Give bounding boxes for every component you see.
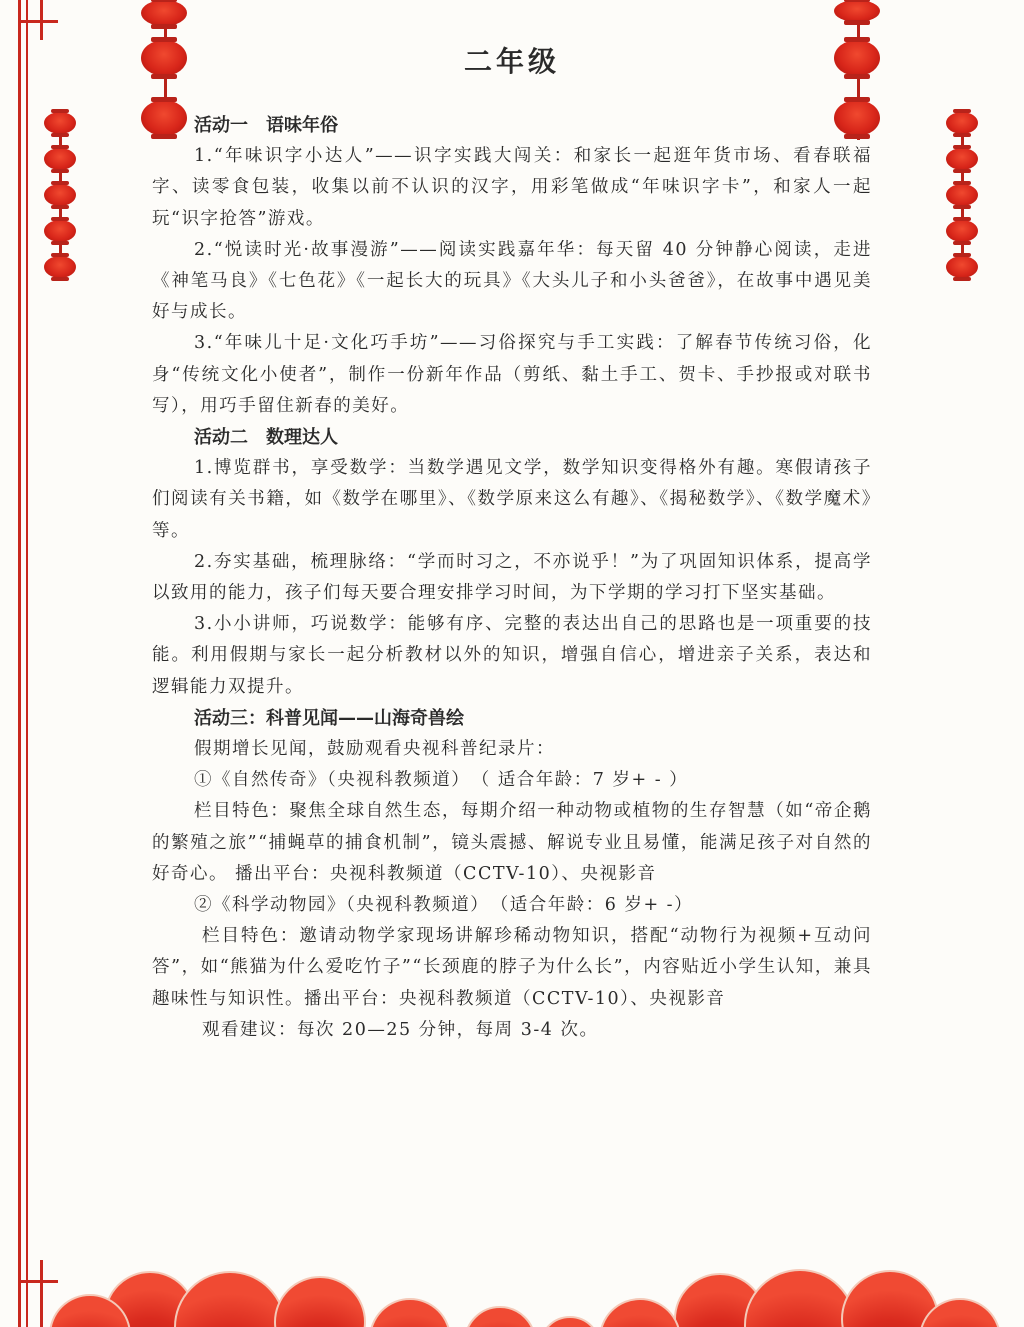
document-body: [152, 40, 872, 1046]
activity1-item-2: 2.“悦读时光·故事漫游”——阅读实践嘉年华：每天留 40 分钟静心阅读，走进《神笔马良》《七色花》《一起长大的玩具》《大头儿子和小头爸爸》，在故事中遇见美好与成长。: [152, 239, 872, 323]
program1-description: 栏目特色：聚焦全球自然生态，每期介绍一种动物或植物的生存智慧（如“帝企鹅的繁殖之旅”“捕蝇草的捕食机制”，镜头震撼、解说专业且易懂，能满足孩子对自然的好奇心。 播出平台：央视科教频道（CCTV-10）、央视影音: [152, 801, 872, 884]
program2-description: 栏目特色：邀请动物学家现场讲解珍稀动物知识，搭配“动物行为视频+互动问答”，如“熊猫为什么爱吃竹子”“长颈鹿的脖子为什么长”，内容贴近小学生认知，兼具趣味性与知识性。播出平台：央视科教频道（CCTV-10）、央视影音: [152, 926, 872, 1009]
page-title: 二年级: [463, 45, 560, 78]
activity1-heading: 活动一 语味年俗: [194, 115, 338, 136]
activity2-item-3: 3.小小讲师，巧说数学：能够有序、完整的表达出自己的思路也是一项重要的技能。利用假期与家长一起分析教材以外的知识，增强自信心，增进亲子关系，表达和逻辑能力双提升。: [152, 614, 872, 697]
activity2-item-1: 1.博览群书，享受数学：当数学遇见文学，数学知识变得格外有趣。寒假请孩子们阅读有关书籍，如《数学在哪里》、《数学原来这么有趣》、《揭秘数学》、《数学魔术》等。: [152, 458, 872, 541]
activity1-item-3: 3.“年味儿十足·文化巧手坊”——习俗探究与手工实践：了解春节传统习俗，化身“传统文化小使者”，制作一份新年作品（剪纸、黏土手工、贺卡、手抄报或对联书写），用巧手留住新春的美好。: [152, 333, 872, 416]
program2-title: ②《科学动物园》（央视科教频道） （适合年龄：6 岁+ -）: [194, 895, 694, 916]
viewing-advice: 观看建议：每次 20—25 分钟，每周 3-4 次。: [202, 1019, 599, 1040]
activity3-heading: 活动三：科普见闻——山海奇兽绘: [194, 707, 464, 729]
wave-decoration: [0, 1247, 1024, 1327]
activity3-intro: 假期增长见闻，鼓励观看央视科普纪录片：: [194, 739, 555, 760]
activity2-heading: 活动二 数理达人: [194, 427, 338, 449]
program1-title: ①《自然传奇》（央视科教频道） （ 适合年龄：7 岁+ - ）: [194, 770, 689, 791]
activity2-item-2: 2.夯实基础，梳理脉络：“学而时习之，不亦说乎！”为了巩固知识体系，提高学以致用的能力，孩子们每天要合理安排学习时间，为下学期的学习打下坚实基础。: [152, 551, 872, 604]
wave-pattern-svg: [0, 1247, 1024, 1327]
activity1-item-1: 1.“年味识字小达人”——识字实践大闯关：和家长一起逛年货市场、看春联福字、读零食包装，收集以前不认识的汉字，用彩笔做成“年味识字卡”，和家人一起玩“识字抢答”游戏。: [152, 146, 872, 229]
